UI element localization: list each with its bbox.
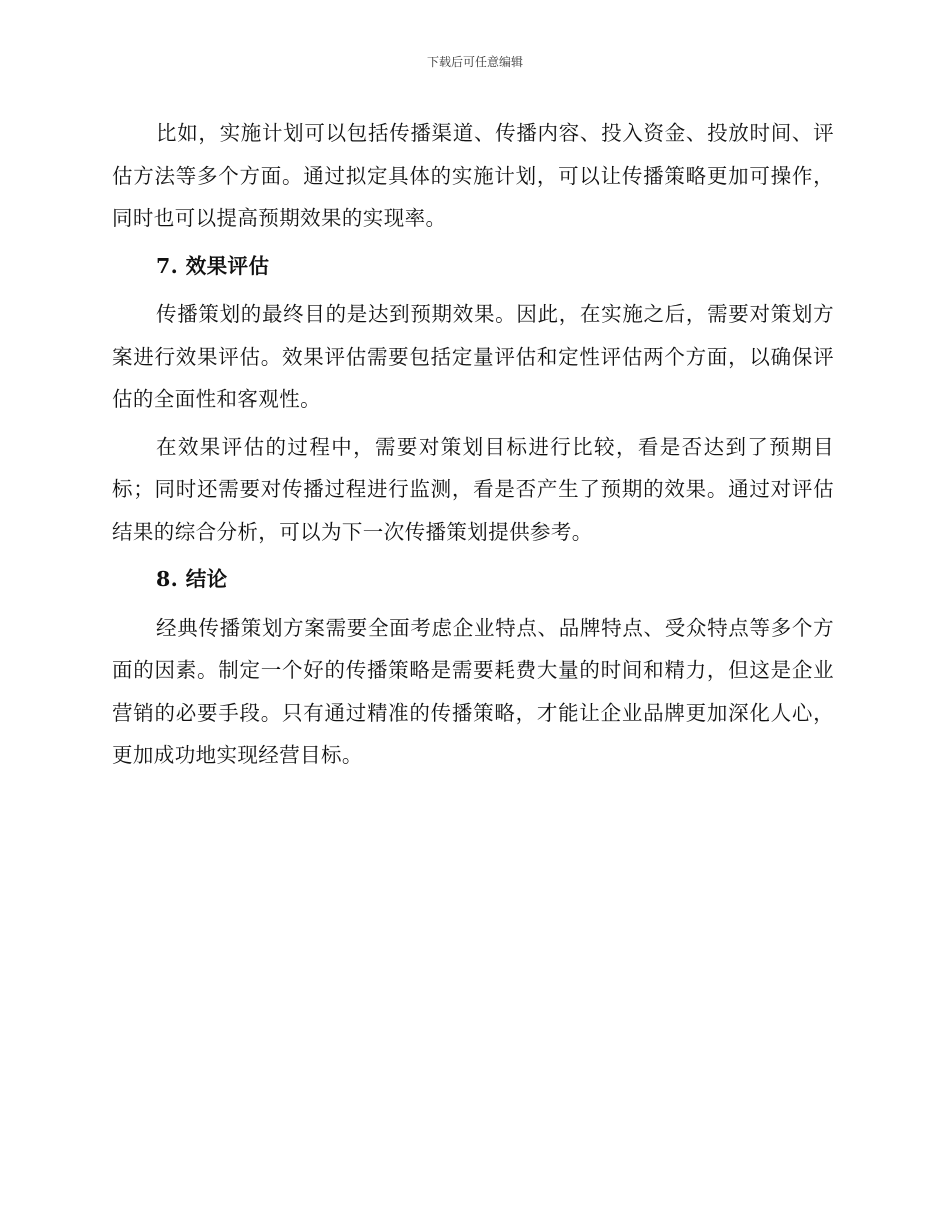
paragraph-conclusion: 经典传播策划方案需要全面考虑企业特点、品牌特点、受众特点等多个方面的因素。制定一个好的传播策略是需要耗费大量的时间和精力，但这是企业营销的必要手段。只有通过精准的传播策略，才能让企业品牌更加深化人心，更加成功地实现经营目标。 — [112, 615, 834, 767]
paragraph-implementation-plan: 比如，实施计划可以包括传播渠道、传播内容、投入资金、投放时间、评估方法等多个方面。通过拟定具体的实施计划，可以让传播策略更加可操作，同时也可以提高预期效果的实现率。 — [112, 121, 834, 230]
document-body — [112, 112, 834, 777]
paragraph-evaluation-process: 在效果评估的过程中，需要对策划目标进行比较，看是否达到了预期目标；同时还需要对传播过程进行监测，看是否产生了预期的效果。通过对评估结果的综合分析，可以为下一次传播策划提供参考。 — [112, 434, 834, 544]
paragraph-evaluation-purpose: 传播策划的最终目的是达到预期效果。因此，在实施之后，需要对策划方案进行效果评估。效果评估需要包括定量评估和定性评估两个方面，以确保评估的全面性和客观性。 — [112, 302, 834, 411]
page-header-note: 下载后可任意编辑 — [426, 55, 523, 69]
section-title-effect-evaluation: 7. 效果评估 — [156, 253, 270, 278]
section-title-conclusion: 8. 结论 — [156, 567, 228, 591]
